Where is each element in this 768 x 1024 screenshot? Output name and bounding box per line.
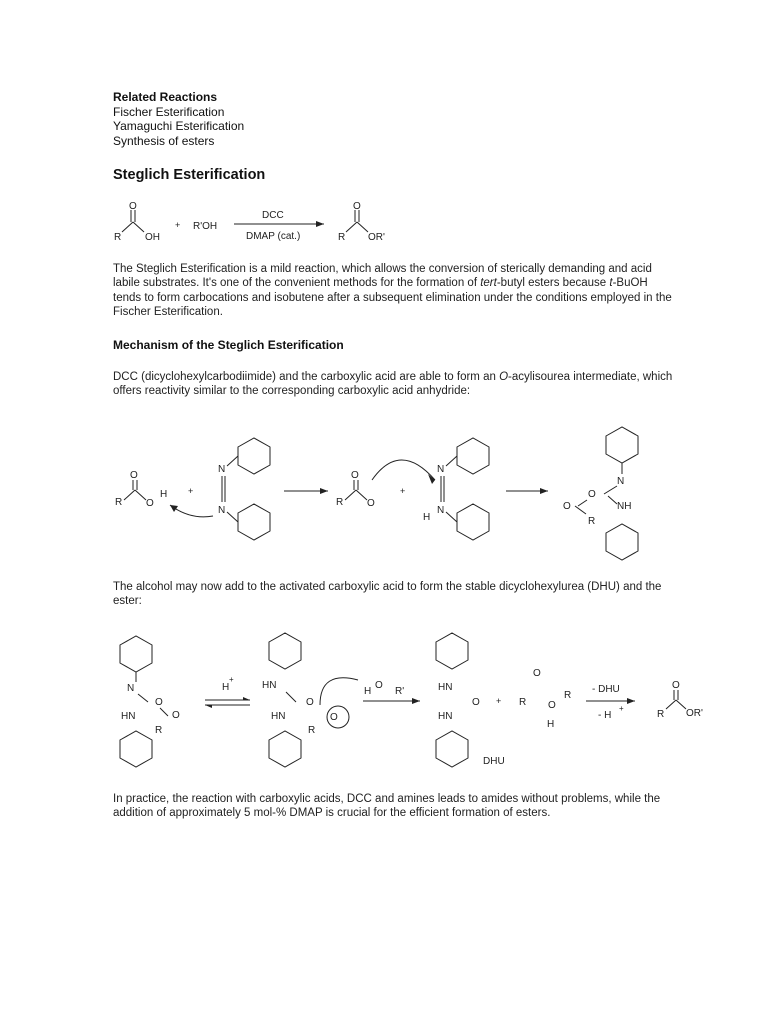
acid-r: R bbox=[114, 232, 122, 243]
acid-oh: OH bbox=[145, 232, 160, 243]
svg-text:R: R bbox=[336, 497, 344, 508]
svg-text:O: O bbox=[172, 710, 180, 721]
svg-text:O: O bbox=[367, 498, 375, 509]
svg-text:O: O bbox=[672, 680, 680, 691]
svg-text:- DHU: - DHU bbox=[592, 684, 620, 695]
svg-text:R: R bbox=[657, 709, 665, 720]
svg-text:H: H bbox=[160, 489, 168, 500]
ester-or: OR' bbox=[368, 232, 385, 243]
svg-text:N: N bbox=[437, 505, 445, 516]
dcc-paragraph: DCC (dicyclohexylcarbodiimide) and the carboxylic acid are able to form an O-acylisourea intermediate, which offers reactivity similar to the corresponding carboxylic acid anhydride: bbox=[113, 371, 673, 398]
svg-text:HN: HN bbox=[121, 711, 136, 722]
svg-text:O: O bbox=[588, 489, 596, 500]
svg-text:R: R bbox=[155, 725, 163, 736]
svg-text:+: + bbox=[619, 704, 624, 713]
svg-text:HN: HN bbox=[438, 682, 453, 693]
alcohol-paragraph: The alcohol may now add to the activated carboxylic acid to form the stable dicyclohexylurea (DHU) and the ester: bbox=[113, 581, 662, 608]
svg-text:O: O bbox=[155, 697, 163, 708]
related-link-synthesis[interactable]: Synthesis of esters bbox=[113, 133, 215, 148]
svg-text:O: O bbox=[306, 697, 314, 708]
svg-text:+: + bbox=[496, 696, 502, 706]
mechanism-2 bbox=[120, 633, 703, 767]
svg-text:R: R bbox=[519, 697, 527, 708]
page-title: Steglich Esterification bbox=[113, 167, 266, 183]
svg-text:+: + bbox=[229, 675, 234, 684]
svg-text:N: N bbox=[218, 464, 226, 475]
scheme-alcohol: R'OH bbox=[193, 221, 218, 232]
svg-text:N: N bbox=[127, 683, 135, 694]
svg-text:HN: HN bbox=[438, 711, 453, 722]
practice-paragraph: In practice, the reaction with carboxylic acids, DCC and amines leads to amides without problems, while the addition of approximately 5 mol-% DMAP is crucial for the efficient formation of esters. bbox=[113, 793, 661, 820]
svg-text:H: H bbox=[222, 682, 230, 693]
ester-o: O bbox=[353, 201, 361, 212]
svg-text:O: O bbox=[146, 498, 154, 509]
mechanism-heading: Mechanism of the Steglich Esterification bbox=[113, 338, 344, 352]
svg-text:O: O bbox=[130, 470, 138, 481]
mechanism-1 bbox=[115, 427, 638, 560]
reagent-dmap: DMAP (cat.) bbox=[246, 231, 301, 242]
svg-text:+: + bbox=[400, 486, 406, 496]
reagent-dcc: DCC bbox=[262, 210, 284, 221]
svg-text:NH: NH bbox=[617, 501, 632, 512]
svg-text:HN: HN bbox=[262, 680, 277, 691]
svg-text:O: O bbox=[472, 697, 480, 708]
svg-text:R: R bbox=[308, 725, 316, 736]
svg-text:N: N bbox=[617, 476, 625, 487]
svg-text:N: N bbox=[437, 464, 445, 475]
svg-text:H: H bbox=[364, 686, 372, 697]
svg-text:O: O bbox=[548, 700, 556, 711]
svg-text:H: H bbox=[547, 719, 555, 730]
svg-text:N: N bbox=[218, 505, 226, 516]
svg-text:R': R' bbox=[395, 686, 405, 697]
svg-text:O: O bbox=[351, 470, 359, 481]
ester-r: R bbox=[338, 232, 346, 243]
svg-text:R: R bbox=[115, 497, 123, 508]
svg-text:H: H bbox=[423, 512, 431, 523]
svg-text:OR': OR' bbox=[686, 708, 703, 719]
svg-text:O: O bbox=[330, 712, 338, 723]
svg-text:O: O bbox=[375, 680, 383, 691]
svg-text:+: + bbox=[188, 486, 194, 496]
svg-text:- H: - H bbox=[598, 710, 612, 721]
dhu-label: DHU bbox=[483, 756, 505, 767]
overall-scheme bbox=[114, 201, 385, 243]
intro-paragraph: The Steglich Esterification is a mild reaction, which allows the conversion of sterically demanding and acid labile substrates. It's one of the convenient methods for the formation of tert-butyl esters because t-BuOH tends to form carbocations and isobutene after a subsequent elimination under the conditions employed in the Fischer Esterification. bbox=[113, 263, 672, 318]
related-link-yamaguchi[interactable]: Yamaguchi Esterification bbox=[113, 119, 245, 133]
svg-text:HN: HN bbox=[271, 711, 286, 722]
svg-text:O: O bbox=[533, 668, 541, 679]
related-heading: Related Reactions bbox=[113, 90, 218, 104]
related-link-fischer[interactable]: Fischer Esterification bbox=[113, 104, 225, 119]
acid-o: O bbox=[129, 201, 137, 212]
scheme-plus: + bbox=[175, 220, 181, 230]
svg-text:O: O bbox=[563, 501, 571, 512]
svg-text:R: R bbox=[564, 690, 572, 701]
svg-text:R: R bbox=[588, 516, 596, 527]
